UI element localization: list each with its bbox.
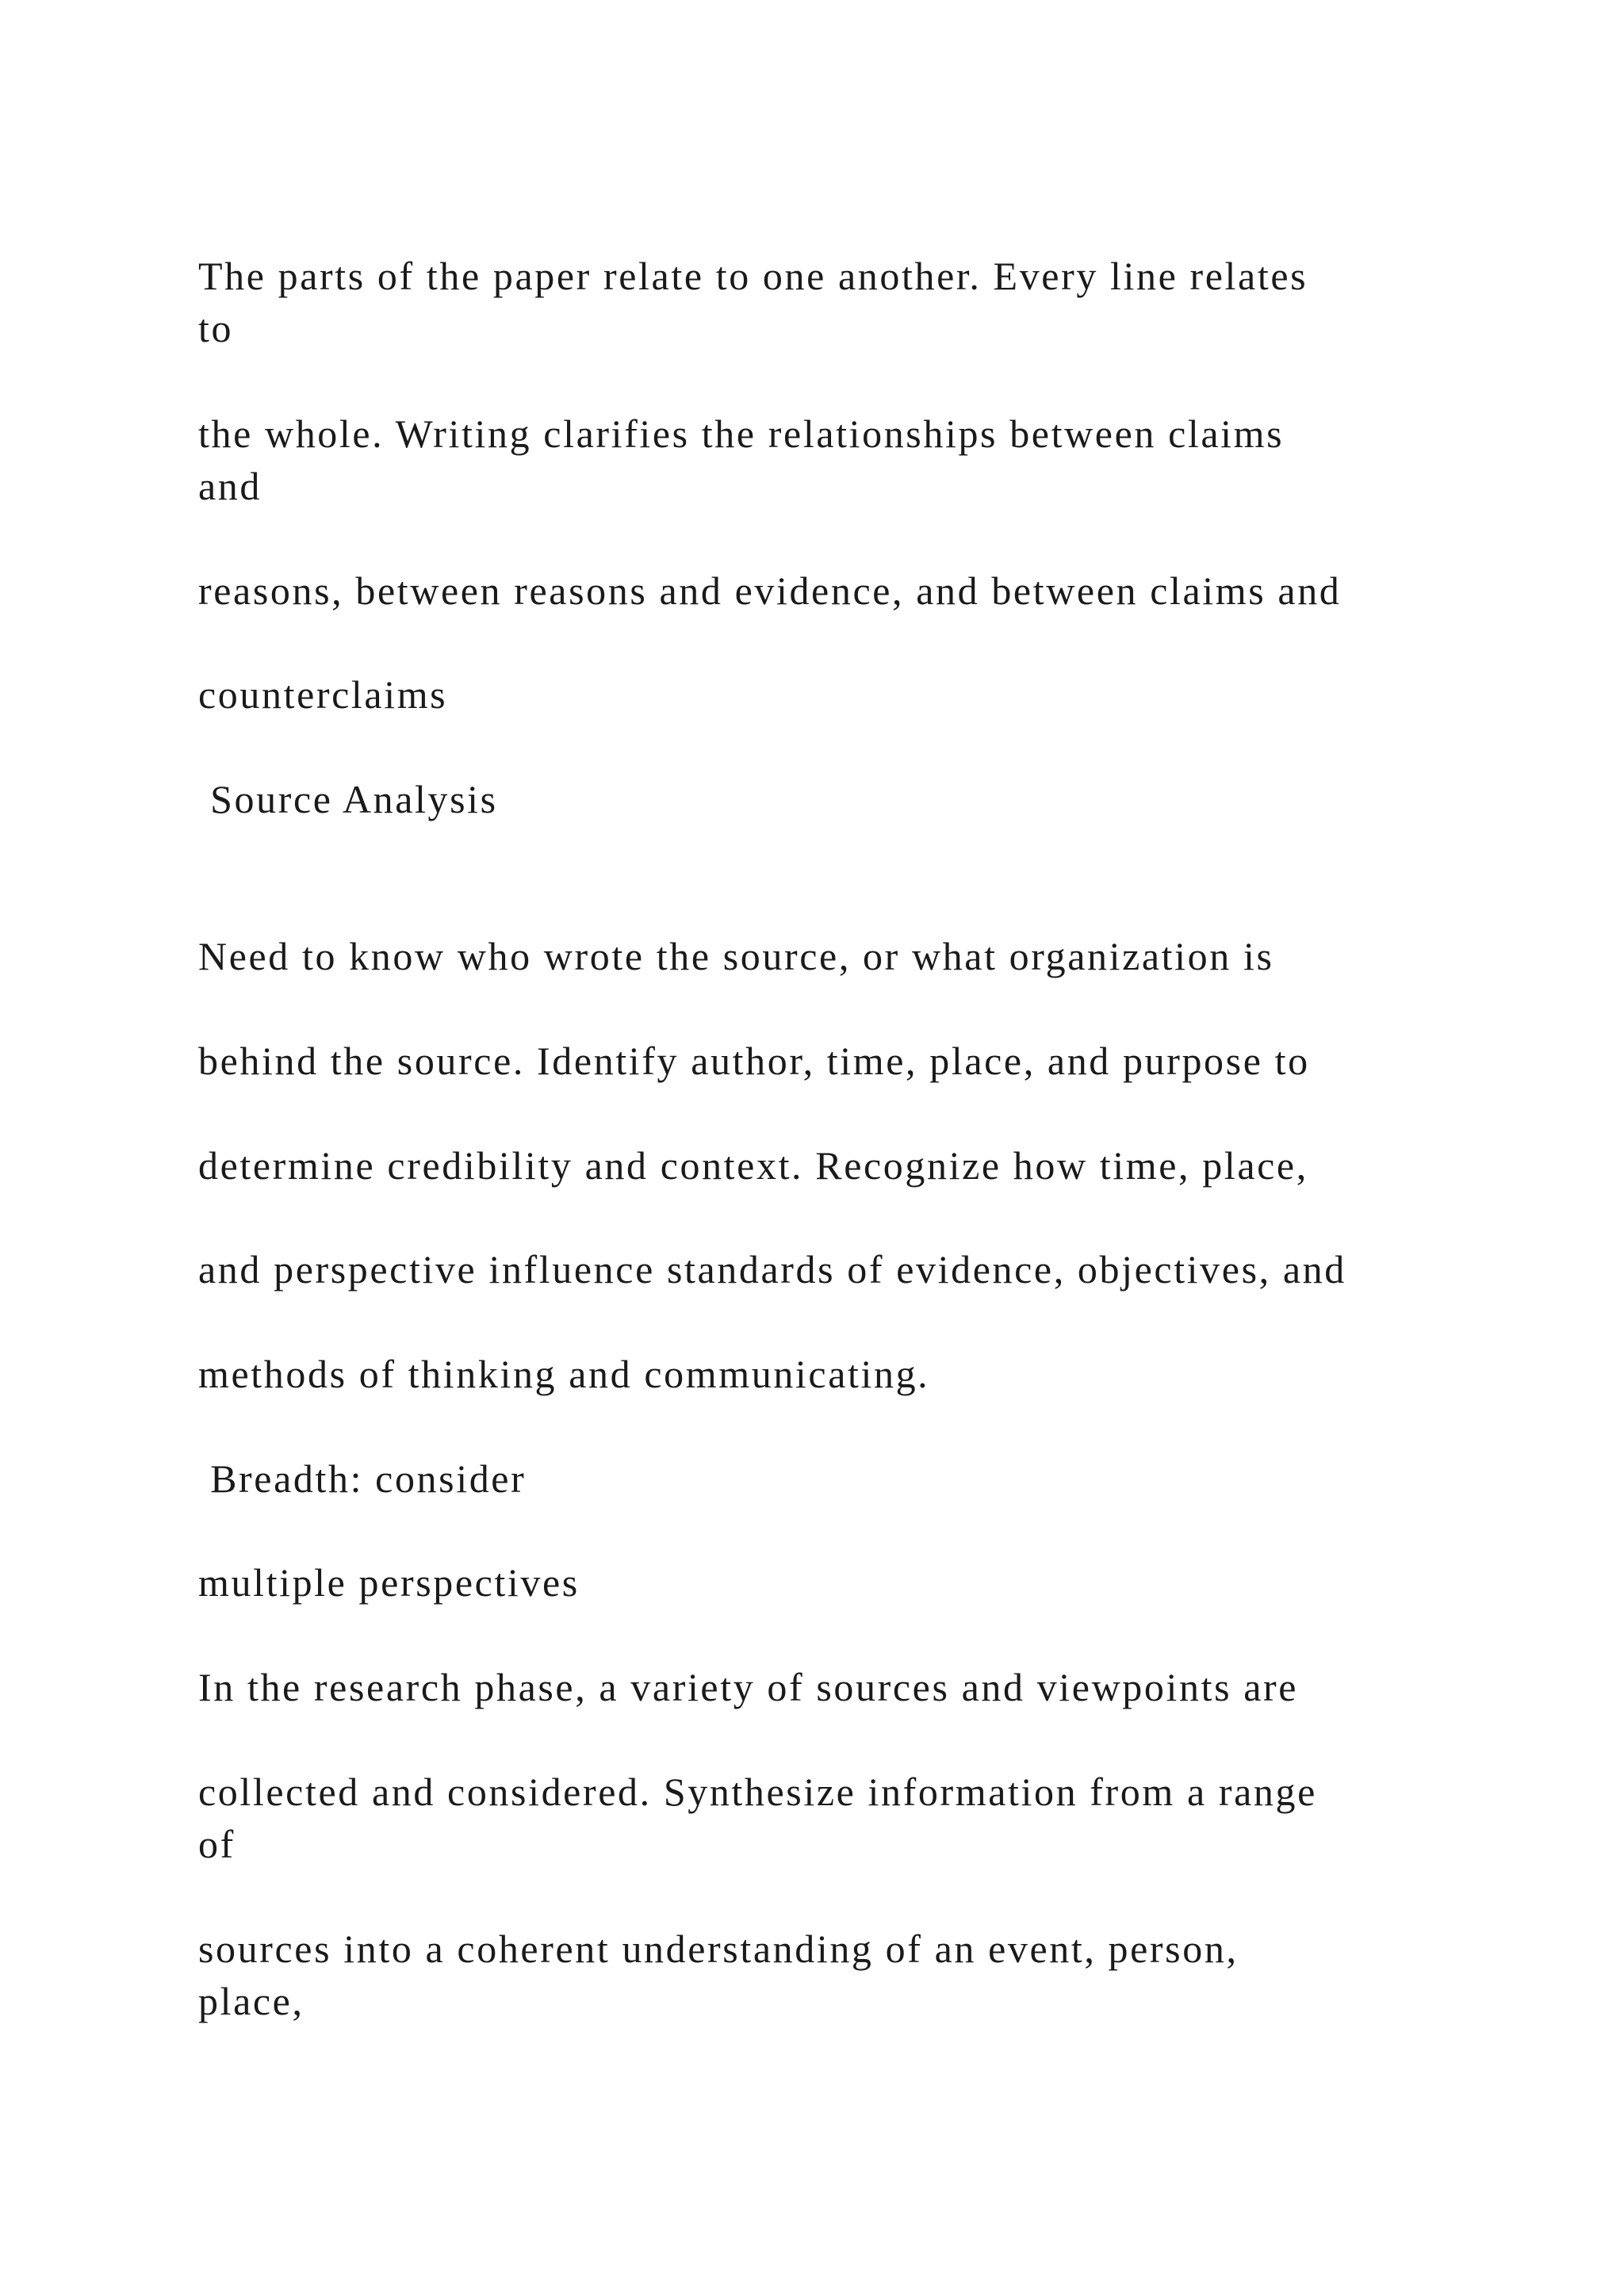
text-line: multiple perspectives: [198, 1560, 580, 1605]
section-heading: Source Analysis: [198, 777, 498, 821]
text-line: place,: [198, 1979, 304, 2023]
text-line: of: [198, 1822, 236, 1866]
text-line: and perspective influence standards of evidence, objectives, and: [198, 1247, 1346, 1292]
text-line: the whole. Writing clarifies the relationships between claims: [198, 411, 1285, 456]
text-line: Need to know who wrote the source, or what organization is: [198, 934, 1274, 978]
text-line: The parts of the paper relate to one another. Every line relates: [198, 254, 1308, 298]
section-heading: Breadth: consider: [198, 1456, 527, 1501]
text-line: reasons, between reasons and evidence, and between claims and: [198, 568, 1342, 613]
text-line: to: [198, 306, 234, 350]
text-line: collected and considered. Synthesize information from a range: [198, 1770, 1317, 1814]
text-line: methods of thinking and communicating.: [198, 1352, 930, 1396]
text-line: behind the source. Identify author, time, place, and purpose to: [198, 1039, 1310, 1083]
text-line: counterclaims: [198, 672, 448, 717]
text-line: In the research phase, a variety of sources and viewpoints are: [198, 1665, 1299, 1709]
text-line: sources into a coherent understanding of an event, person,: [198, 1927, 1239, 1971]
text-line: and: [198, 464, 262, 508]
text-line: determine credibility and context. Recognize how time, place,: [198, 1143, 1308, 1188]
